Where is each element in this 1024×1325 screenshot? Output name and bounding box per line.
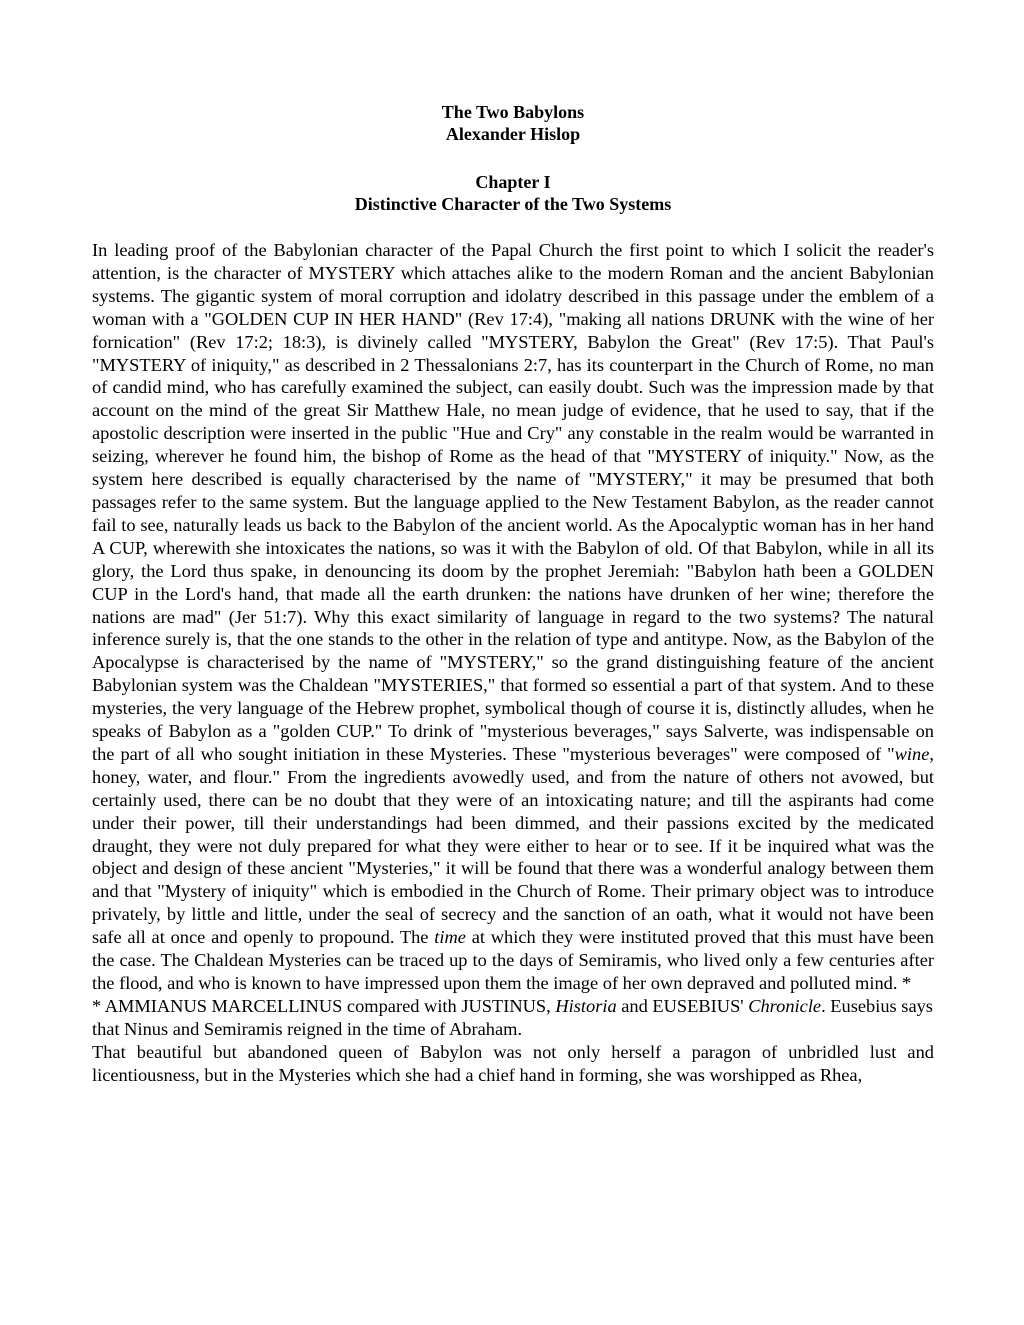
footnote: [92, 995, 934, 1041]
footnote-part-a: * AMMIANUS MARCELLINUS compared with JUSTINUS,: [92, 995, 556, 1016]
footnote-historia: Historia: [555, 995, 617, 1016]
author-name: Alexander Hislop: [445, 124, 581, 144]
paragraph-1-part-a: In leading proof of the Babylonian character of the Papal Church the first point to which I solicit the reader's attention, is the character of MYSTERY which attaches alike to the modern Roman and the ancient Babylonian systems. The gigantic system of moral corruption and idolatry described in this passage under the emblem of a woman with a "GOLDEN CUP IN HER HAND" (Rev 17:4), "making all nations DRUNK with the wine of her fornication" (Rev 17:2; 18:3), is divinely called "MYSTERY, Babylon the Great" (Rev 17:5). That Paul's "MYSTERY of iniquity," as described in 2 Thessalonians 2:7, has its counterpart in the Church of Rome, no man of candid mind, who has carefully examined the subject, can easily doubt. Such was the impression made by that account on the mind of the great Sir Matthew Hale, no mean judge of evidence, that he used to say, that if the apostolic description were inserted in the public "Hue and Cry" any constable in the realm would be warranted in seizing, wherever he found him, the bishop of Rome as the head of that "MYSTERY of iniquity." Now, as the system here described is equally characterised by the name of "MYSTERY," it may be presumed that both passages refer to the same system. But the language applied to the New Testament Babylon, as the reader cannot fail to see, naturally leads us back to the Babylon of the ancient world. As the Apocalyptic woman has in her hand A CUP, wherewith she intoxicates the nations, so was it with the Babylon of old. Of that Babylon, while in all its glory, the Lord thus spake, in denouncing its doom by the prophet Jeremiah: "Babylon hath been a GOLDEN CUP in the Lord's hand, that made all the earth drunken: the nations have drunken of her wine; therefore the nations are mad" (Jer 51:7). Why this exact similarity of language in regard to the two systems? The natural inference surely is, that the one stands to the other in the relation of type and antitype. Now, as the Babylon of the Apocalypse is characterised by the name of "MYSTERY," so the grand distinguishing feature of the ancient Babylonian system was the Chaldean "MYSTERIES," that formed so essential a part of that system. And to these mysteries, the very language of the Hebrew prophet, symbolical though of course it is, distinctly alludes, when he speaks of Babylon as a "golden CUP." To drink of "mysterious beverages," says Salverte, was indispensable on the part of all who sought initiation in these Mysteries. These "mysterious beverages" were composed of ": [92, 240, 934, 764]
chapter-header: [92, 171, 934, 215]
footnote-part-b: and EUSEBIUS': [616, 995, 749, 1016]
paragraph-1-part-c: at which they were instituted proved that this must have been the case. The Chaldean Mysteries can be traced up to the days of Semiramis, who lived only a few centuries after the flood, and who is known to have impressed upon them the image of her own depraved and polluted mind. *: [92, 927, 934, 993]
body-text: [92, 239, 934, 1087]
paragraph-1: [92, 239, 934, 995]
footnote-chronicle: Chronicle: [748, 995, 822, 1016]
emphasis-time: time: [434, 927, 466, 948]
emphasis-wine: wine: [894, 743, 930, 764]
chapter-number: Chapter I: [475, 172, 551, 192]
footnote-part-c: . Eusebius says that Ninus and Semiramis reigned in the time of Abraham.: [92, 995, 933, 1039]
paragraph-1-part-b: , honey, water, and flour." From the ingredients avowedly used, and from the nature of others not avowed, but certainly used, there can be no doubt that they were of an intoxicating nature; and till the aspirants had come under their power, till their understandings had been dimmed, and their passions excited by the medicated draught, they were not duly prepared for what they were either to hear or to see. If it be inquired what was the object and design of these ancient "Mysteries," it will be found that there was a wonderful analogy between them and that "Mystery of iniquity" which is embodied in the Church of Rome. Their primary object was to introduce privately, by little and little, under the seal of secrecy and the sanction of an oath, what it would not have been safe all at once and openly to propound. The: [92, 743, 934, 948]
chapter-title: Distinctive Character of the Two Systems: [354, 194, 672, 214]
document-page: [92, 101, 934, 1087]
paragraph-2: That beautiful but abandoned queen of Babylon was not only herself a paragon of unbridled lust and licentiousness, but in the Mysteries which she had a chief hand in forming, she was worshipped as Rhea,: [92, 1041, 934, 1085]
document-header: [92, 101, 934, 145]
book-title: The Two Babylons: [441, 102, 585, 122]
